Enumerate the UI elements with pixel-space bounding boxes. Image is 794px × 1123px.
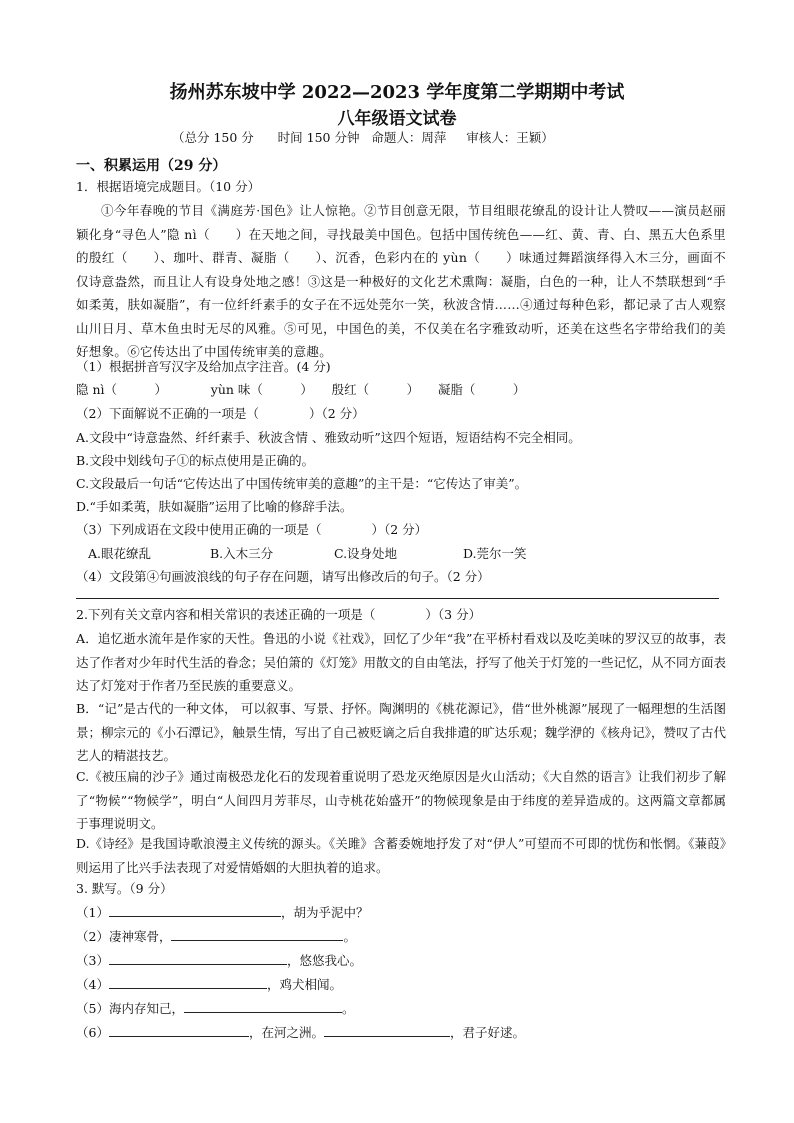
q3-blank-3[interactable]	[109, 951, 287, 965]
q2-option-c: C.《被压扁的沙子》通过南极恐龙化石的发现着重说明了恐龙灭绝原因是火山活动；《大自然的语言》让我们初步了解了“物候”“物候学”，明白“人间四月芳菲尽，山寺桃花始盛开”的物候现象是由于纬度的差异造成的。这两篇文章都属于事理说明文。	[76, 769, 726, 831]
q3-item-6: （6） ，在河之洲。 ，君子好逑。	[76, 1025, 525, 1040]
q1-sub3-option-d: D.莞尔一笑	[462, 546, 527, 561]
q2-option-b: B．“记”是古代的一种文体， 可以叙事、写景、抒怀。陶渊明的《桃花源记》，借“世外桃源”展现了一幅理想的生活图景；柳宗元的《小石潭记》，触景生情，写出了自己被贬谪之后自我排遣的旷达乐观；魏学洢的《核舟记》，赞叹了古代艺人的精湛技艺。	[76, 701, 727, 763]
q2-option-a: A．追忆逝水流年是作家的天性。鲁迅的小说《社戏》，回忆了少年“我”在平桥村看戏以及吃美味的罗汉豆的故事，表达了作者对少年时代生活的眷念；吴伯箫的《灯笼》用散文的自由笔法，抒写了他关于灯笼的一些记忆，从不同方面表达了灯笼对于作者乃至民族的重要意义。	[76, 631, 727, 693]
section-heading: 一、积累运用（29 分）	[76, 158, 227, 174]
q3-blank-4[interactable]	[109, 975, 267, 989]
q3-blank-5[interactable]	[184, 999, 342, 1013]
question-1-passage: ①今年春晚的节目《满庭芳·国色》让人惊艳。②节目创意无限，节目组眼花缭乱的设计让人赞叹——演员赵丽颖化身“寻色人”隐 nì（ ）在天地之间，寻找最美中国色。包括中国传统色——红、黄、青、白、黑五大色系里的殷红（ ）、珈叶、群青、凝脂（ ）、沉香，色彩内在的 yùn（ ）味通过舞蹈演绎得入木三分，画面不仅诗意盎然，而且让人有设身处地之感！③这是一种极好的文化艺术熏陶：凝脂，白色的一种，让人不禁联想到“手如柔荑，肤如凝脂”，有一位纤纤素手的女子在不远处莞尔一笑，秋波含情……④通过每种色彩，都记录了古人观察山川日月、草木鱼虫时无尽的风雅。⑤可见，中国色的美，不仅美在名字雅致动听，还美在这些名字带给我们的美好想象。⑥它传达出了中国传统审美的意趣。	[76, 203, 726, 359]
q1-sub2: （2）下面解说不正确的一项是（ ）（2 分）	[76, 406, 365, 421]
q3-item-5: （5）海内存知己， 。	[76, 1001, 355, 1016]
question-2-stem: 2.下列有关文章内容和相关常识的表述正确的一项是（ ）（3 分）	[76, 607, 482, 622]
exam-subtitle: 八年级语文试卷	[337, 109, 457, 129]
q2-option-d: D.《诗经》是我国诗歌浪漫主义传统的源头。《关雎》含蓄委婉地抒发了对“伊人”可望而不可即的忧伤和怅惘。《蒹葭》则运用了比兴手法表现了对爱情婚姻的大胆执着的追求。	[76, 836, 726, 875]
q1-sub3-options	[76, 542, 726, 565]
q3-item-1: （1） ，胡为乎泥中？	[76, 905, 369, 920]
q1-sub3-option-a: A.眼花缭乱	[88, 546, 152, 561]
q3-blank-6a[interactable]	[109, 1023, 249, 1037]
answer-line	[76, 598, 719, 599]
q3-item-3: （3） ，悠悠我心。	[76, 953, 362, 968]
q3-blank-2[interactable]	[171, 927, 343, 941]
q1-sub3: （3）下列成语在文段中使用正确的一项是（ ）（2 分）	[76, 522, 428, 537]
q1-sub2-option-a: A.文段中“诗意盎然、纤纤素手、秋波含情 、雅致动听”这四个短语，短语结构不完全相同。	[76, 430, 581, 445]
q3-blank-1[interactable]	[109, 903, 281, 917]
q1-sub2-option-b: B.文段中划线句子①的标点使用是正确的。	[76, 453, 315, 468]
exam-meta: （总分 150 分 时间 150 分钟 命题人：周萍 审核人：王颖）	[172, 130, 554, 145]
q1-sub1-items: 隐 nì（ ） yùn 味（ ） 殷红（ ） 凝脂（ ）	[76, 382, 526, 397]
q1-sub2-option-d: D.“手如柔荑，肤如凝脂”运用了比喻的修辞手法。	[76, 499, 353, 514]
q1-sub3-option-b: B.入木三分	[209, 546, 274, 561]
exam-title: 扬州苏东坡中学 2022—2023 学年度第二学期期中考试	[169, 82, 625, 103]
q1-sub4: （4）文段第④句画波浪线的句子存在问题，请写出修改后的句子。（2 分）	[76, 569, 490, 584]
q3-item-4: （4） ，鸡犬相闻。	[76, 977, 342, 992]
q3-blank-6b[interactable]	[324, 1023, 450, 1037]
q1-sub3-option-c: C.设身处地	[333, 546, 398, 561]
q3-item-2: （2）凄神寒骨， 。	[76, 929, 356, 944]
question-3-stem: 3. 默写。（9 分）	[76, 881, 173, 896]
question-1-stem: 1．根据语境完成题目。（10 分）	[76, 179, 261, 194]
q1-sub2-option-c: C.文段最后一句话“它传达出了中国传统审美的意趣”的主干是：“它传达了审美”。	[76, 476, 528, 491]
q1-sub1: （1）根据拼音写汉字及给加点字注音。(4 分)	[76, 359, 331, 374]
